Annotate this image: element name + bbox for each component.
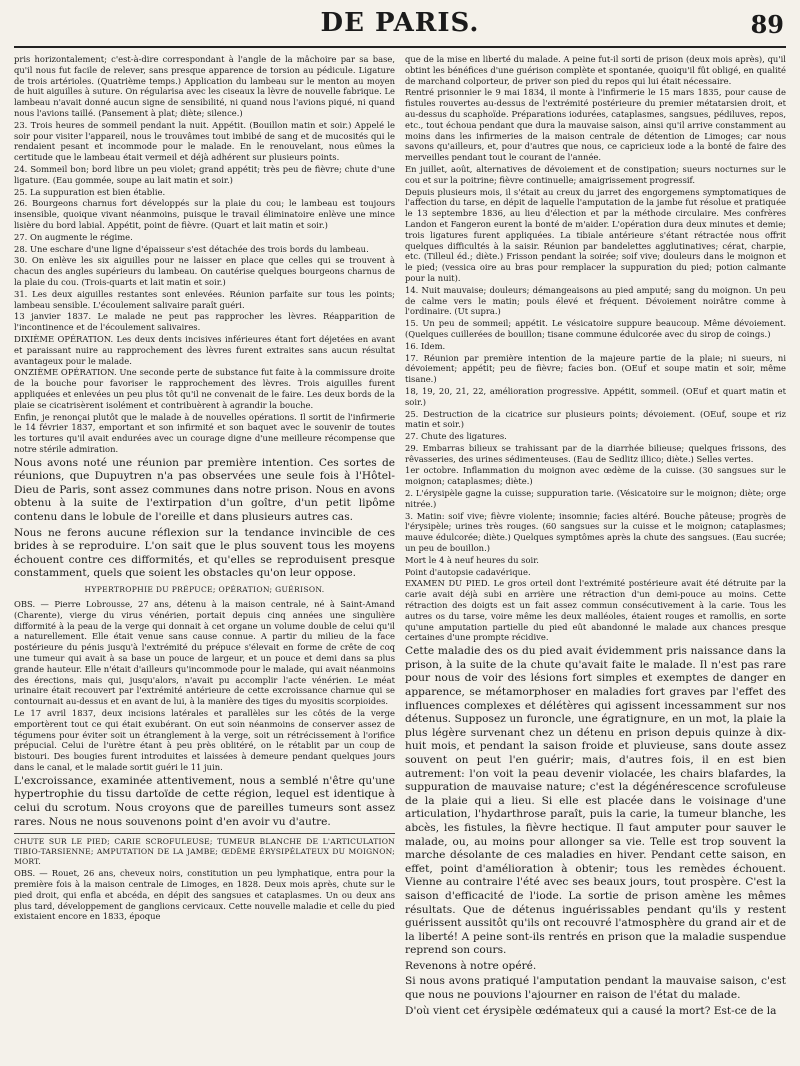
right-column-paragraph: 16. Idem. xyxy=(405,340,446,351)
left-column-paragraph: HYPERTROPHIE DU PRÉPUCE; OPÉRATION; GUÉRISON. xyxy=(84,585,325,595)
page-title: DE PARIS. xyxy=(320,8,480,38)
right-column-paragraph: Depuis plusieurs mois, il s'était au creux du jarret des engorgemens symptomatiques de l'affection du tarse, en dépit de laquelle l'amputation de la jambe fut résolue et pratiquée le 13 septembre 1836, au lieu d'élection et par la méthode circulaire. Mes confrères Landon et Fangeron eurent la bonté de m'aider. L'opération dura deux minutes et demie; trois ligatures furent appliquées. La tibiale antérieure s'étant rétractée nous offrit quelques difficultés à la saisir. Réunion par bandelettes agglutinatives; cérat, charpie, etc. (Tilleul éd.; diète.) Frisson pendant la soirée; soif vive; douleurs dans le moignon et le pied; (vessica oire au bras pour remplacer la suppuration du pied; potion calmante pour la nuit). xyxy=(405,186,786,283)
right-column-paragraph: que de la mise en liberté du malade. A peine fut-il sorti de prison (deux mois après), qu'il obtint les bénéfices d'une guérison complète et spontanée, quoiqu'il fût obligé, en qualité de marchand colporteur, de priver son pied du repos qui lui était nécessaire. xyxy=(405,54,786,86)
left-column-paragraph: 24. Sommeil bon; bord libre un peu violet; grand appétit; très peu de fièvre; chute d'une ligature. (Eau gommée, soupe au lait matin et soir.) xyxy=(14,163,395,185)
right-column-paragraph: 14. Nuit mauvaise; douleurs; démangeaisons au pied amputé; sang du moignon. Un peu de calme vers le matin; pouls élevé et fréquent. Dévoiement noirâtre comme à l'ordinaire. (Ut supra.) xyxy=(405,284,786,317)
left-column-paragraph: CHUTE SUR LE PIED; CARIE SCROFULEUSE; TUMEUR BLANCHE DE L'ARTICULATION TIBIO-TARSIENNE; AMPUTATION DE LA JAMBE; ŒDÈME ÉRYSIPÉLATEUX DU MOIGNON; MORT. xyxy=(14,833,395,867)
right-column-paragraph: 17. Réunion par première intention de la majeure partie de la plaie; ni sueurs, ni dévoiement; appétit; peu de fièvre; facies bon. (OEuf et soupe matin et soir, même tisane.) xyxy=(405,352,786,385)
right-column-paragraph: Cette maladie des os du pied avait évidemment pris naissance dans la prison, à la suite de la chute qu'avait faite le malade. Il n'est pas rare pour nous de voir des lésions fort simples et exemptes de danger en apparence, se métamorphoser en maladies fort graves par l'effet des influences complexes et délétères qui agissent incessamment sur nos détenus. Supposez un furoncle, une égratignure, en un mot, la plaie la plus légère survenant chez un détenu en prison depuis quinze à dix-huit mois, et pendant la saison froide et pluvieuse, sans doute assez souvent on peut l'en guérir; mais, d'autres fois, il en est bien autrement: l'on voit la peau devenir violacée, les chairs blafardes, la suppuration de mauvaise nature; c'est la dégénérescence scrofuleuse de la plaie qui a lieu. Si elle est placée dans le voisinage d'une articulation, l'hydarthrose paraît, puis la carie, la tumeur blanche, les abcès, les fistules, la fièvre hectique. Il faut amputer pour sauver le malade, ou, au moins pour allonger sa vie. Telle est trop souvent la marche désolante de ces maladies en hiver. Pendant cette saison, en effet, point d'amélioration à obtenir; tous les remèdes échouent. Vienne au contraire l'été avec ses beaux jours, tout prospère. C'est la saison d'efficacité de l'iode. La sortie de prison amène les mêmes résultats. Que de détenus inguérissables pendant qu'ils y restent guérissent aussitôt qu'ils ont recouvré l'atmosphère du grand air et de la liberté! A peine sont-ils rentrés en prison que la maladie suspendue reprend son cours. xyxy=(405,645,786,957)
left-column-paragraph: Nous avons noté une réunion par première intention. Ces sortes de réunions, que Dupuytren n'a pas observées une seule fois à l'Hôtel-Dieu de Paris, sont assez communes dans notre prison. Nous en avons obtenu à la suite de l'extirpation d'un goître, d'un petit lipôme contenu dans le lobule de l'oreille et dans plusieurs autres cas. xyxy=(14,456,395,524)
right-column-paragraph: Rentré prisonnier le 9 mai 1834, il monte à l'infirmerie le 15 mars 1835, pour cause de fistules rouvertes au-dessus de l'extrémité postérieure du premier métatarsien droit, et au-dessus du scaphoïde. Préparations iodurées, cataplasmes, sangsues, pédiluves, repos, etc., tout échoua pendant que dura la mauvaise saison, ainsi qu'il arrive constamment au moins dans les infirmeries de la maison centrale de détention de Limoges; car nous savons qu'ailleurs, et, pour d'autres que nous, ce capricieux iode a la bonté de faire des merveilles pendant tout le courant de l'année. xyxy=(405,87,786,163)
text-columns xyxy=(14,54,786,1064)
left-column-paragraph: DIXIÈME OPÉRATION. Les deux dents incisives inférieures étant fort déjetées en avant et paraissant nuire au rapprochement des lèvres furent extraites sans aucun résultat avantageux pour le malade. xyxy=(14,333,395,366)
right-column-paragraph: EXAMEN DU PIED. Le gros orteil dont l'extrémité postérieure avait été détruite par la carie avait déjà subi en arrière une rétraction d'un demi-pouce au moins. Cette rétraction des doigts est un fait assez commun consécutivement à la carie. Tous les autres os du tarse, voire même les deux malléoles, étaient rouges et ramollis, en sorte qu'une amputation partielle du pied eût abandonné le malade aux chances presque certaines d'une prompte récidive. xyxy=(405,578,786,643)
left-column-paragraph: Le 17 avril 1837, deux incisions latérales et parallèles sur les côtés de la verge emportèrent tout ce qui était exubérant. On eut soin néanmoins de conserver assez de tégumens pour éviter soit un étranglement à la verge, soit un rétrécissement à l'orifice prépucial. Celui de l'urètre étant à peu près oblitéré, on le rétablit par un coup de bistouri. Des bougies furent introduites et laissées à demeure pendant quelques jours dans le canal, et le malade sortit guéri le 11 juin. xyxy=(14,708,395,772)
left-column-paragraph: L'excroissance, examinée attentivement, nous a semblé n'être qu'une hypertrophie du tissu dartoïde de cette région, lequel est identique à celui du scrotum. Nous croyons que de pareilles tumeurs sont assez rares. Nous ne nous souvenons point d'en avoir vu d'autre. xyxy=(14,774,395,828)
right-column-paragraph: Mort le 4 à neuf heures du soir. xyxy=(405,554,539,565)
left-column-paragraph: OBS. — Rouet, 26 ans, cheveux noirs, constitution un peu lymphatique, entra pour la première fois à la maison centrale de Limoges, en 1828. Deux mois après, chute sur le pied droit, qui enfla et abcéda, en dépit des sangsues et cataplasmes. Un ou deux ans plus tard, développement de ganglions cervicaux. Cette nouvelle maladie et celle du pied existaient encore en 1833, époque xyxy=(14,868,395,922)
right-column-paragraph: 25. Destruction de la cicatrice sur plusieurs points; dévoiement. (OEuf, soupe et riz matin et soir.) xyxy=(405,408,786,430)
left-column-paragraph: 27. On augmente le régime. xyxy=(14,231,133,242)
right-column-paragraph: 15. Un peu de sommeil; appétit. Le vésicatoire suppure beaucoup. Même dévoiement. (Quelques cuillerées de bouillon; tisane commune édulcorée avec du sirop de coings.) xyxy=(405,318,786,339)
right-column-paragraph: 29. Embarras bilieux se trahissant par de la diarrhée bilieuse; quelques frissons, des rêvasseries, des urines sédimenteuses. (Eau de Sedlitz illico; diète.) Selles vertes. xyxy=(405,442,786,464)
right-column-paragraph: D'où vient cet érysipèle œdémateux qui a causé la mort? Est-ce de la xyxy=(405,1004,777,1017)
left-column-paragraph: 25. La suppuration est bien établie. xyxy=(14,186,166,197)
right-column-paragraph: Si nous avons pratiqué l'amputation pendant la mauvaise saison, c'est que nous ne pouvions l'ajourner en raison de l'état du malade. xyxy=(405,975,786,1002)
right-column xyxy=(405,54,786,1064)
left-column-paragraph: 31. Les deux aiguilles restantes sont enlevées. Réunion parfaite sur tous les points; lambeau sensible. L'écoulement salivaire paraît guéri. xyxy=(14,288,395,310)
right-column-paragraph: 27. Chute des ligatures. xyxy=(405,431,507,442)
page-header xyxy=(14,6,786,48)
left-column-paragraph: pris horizontalement; c'est-à-dire correspondant à l'angle de la mâchoire par sa base, qu'il nous fut facile de relever, sans presque apparence de torsion au pédicule. Ligature de trois artérioles. (Quatrième temps.) Application du lambeau sur le menton au moyen de huit aiguilles à suture. On régularisa avec les ciseaux la lèvre de nouvelle fabrique. Le lambeau n'avait donné aucun signe de sensibilité, ni quand nous l'avions piqué, ni quand nous l'avions taillé. (Pansement à plat; diète; silence.) xyxy=(14,54,395,118)
right-column-paragraph: 1er octobre. Inflammation du moignon avec œdème de la cuisse. (30 sangsues sur le moignon; cataplasmes; diète.) xyxy=(405,465,786,487)
left-column-paragraph: ONZIÈME OPÉRATION. Une seconde perte de substance fut faite à la commissure droite de la bouche pour favoriser le rapprochement des lèvres. Trois aiguilles furent appliquées et enlevées un peu plus tôt qu'il ne convenait de le faire. Les deux bords de la plaie se cicatrisèrent isolément et contribuèrent à agrandir la bouche. xyxy=(14,367,395,410)
right-column-paragraph: 2. L'érysipèle gagne la cuisse; suppuration tarie. (Vésicatoire sur le moignon; diète; orge nitrée.) xyxy=(405,488,786,509)
left-column-paragraph: Enfin, je renonçai plutôt que le malade à de nouvelles opérations. Il sortit de l'infirmerie le 14 février 1837, emportant et son infirmité et son baquet avec le souvenir de toutes les tortures qu'il avait endurées avec un courage digne d'une meilleure récompense que notre stérile admiration. xyxy=(14,411,395,454)
left-column-paragraph: 28. Une eschare d'une ligne d'épaisseur s'est détachée des trois bords du lambeau. xyxy=(14,243,369,254)
left-column-paragraph: 30. On enlève les six aiguilles pour ne laisser en place que celles qui se trouvent à chacun des angles supérieurs du lambeau. On cautérise quelques bourgeons charnus de la plaie du cou. (Trois-quarts et lait matin et soir.) xyxy=(14,255,395,287)
left-column-paragraph: OBS. — Pierre Lobrousse, 27 ans, détenu à la maison centrale, né à Saint-Amand (Charente), vierge du virus vénérien, portait depuis cinq années une singulière difformité à la peau de la verge qui donnait à cet organe un volume double de celui qu'il a naturellement. Elle était venue sans cause connue. A partir du milieu de la face postérieure du pénis jusqu'à l'extrémité du prépuce s'élevait en forme de crête de coq une tumeur qui avait à sa base un pouce de largeur, et un pouce et demi dans sa plus grande hauteur. Elle n'était d'ailleurs qu'incommode pour le malade, qui avait néanmoins des érections, mais qui, jusqu'alors, n'avait pu accomplir l'acte vénérien. Le méat urinaire était recouvert par l'extrémité antérieure de cette excroissance charnue qui se contournait au-dessus et en avant de lui, à la manière des tiges du myositis scorpioides. xyxy=(14,599,395,707)
left-column-paragraph: 13 janvier 1837. Le malade ne peut pas rapprocher les lèvres. Réapparition de l'incontinence et de l'écoulement salivaires. xyxy=(14,311,395,333)
left-column-paragraph: 23. Trois heures de sommeil pendant la nuit. Appétit. (Bouillon matin et soir.) Appelé le soir pour visiter l'appareil, nous le trouvâmes tout imbibé de sang et de mucosités qui le rendaient pesant et incommode pour le malade. En le renouvelant, nous eûmes la certitude que le lambeau était vermeil et déjà adhérent sur plusieurs points. xyxy=(14,119,395,163)
right-column-paragraph: En juillet, août, alternatives de dévoiement et de constipation; sueurs nocturnes sur le cou et sur la poitrine; fièvre continuelle; amaigrissement progressif. xyxy=(405,163,786,185)
right-column-paragraph: 3. Matin: soif vive; fièvre violente; insomnie; facies altéré. Bouche pâteuse; progrès de l'érysipèle; urines très rouges. (60 sangsues sur la cuisse et le moignon; cataplasmes; mauve édulcorée; diète.) Quelques symptômes après la chute des sangsues. (Eau sucrée; un peu de bouillon.) xyxy=(405,510,786,554)
left-column-paragraph: Nous ne ferons aucune réflexion sur la tendance invincible de ces brides à se reproduire. L'on sait que le plus souvent tous les moyens échouent contre ces difformités, et qu'elles se reproduisent presque constamment, quels que soient les obstacles qu'on leur oppose. xyxy=(14,526,395,580)
right-column-paragraph: 18, 19, 20, 21, 22, amélioration progressive. Appétit, sommeil. (OEuf et quart matin et soir.) xyxy=(405,385,786,407)
left-column xyxy=(14,54,395,1064)
right-column-paragraph: Point d'autopsie cadavérique. xyxy=(405,566,531,577)
left-column-paragraph: 26. Bourgeons charnus fort développés sur la plaie du cou; le lambeau est toujours insensible, quoique vivant néanmoins, puisque le travail éliminatoire enlève une mince lisière du bord labial. Appétit, point de fièvre. (Quart et lait matin et soir.) xyxy=(14,198,395,230)
page-number: 89 xyxy=(750,10,784,39)
right-column-paragraph: Revenons à notre opéré. xyxy=(405,959,537,972)
